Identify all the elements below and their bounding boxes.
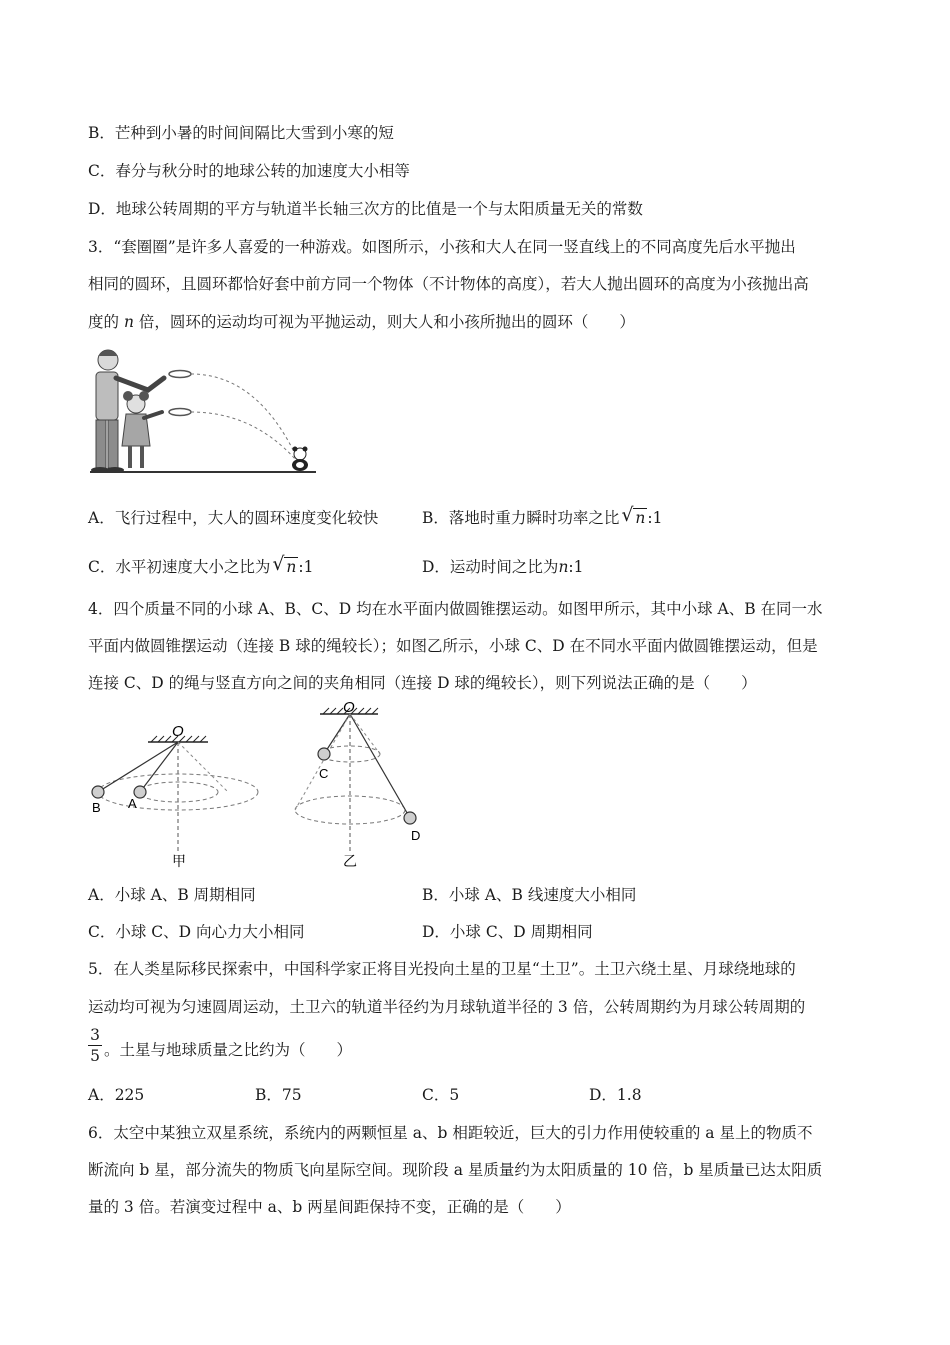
q3-option-d: D．运动时间之比为n:1 bbox=[422, 558, 584, 576]
ball-b-label: B bbox=[92, 800, 101, 815]
figure-jia bbox=[92, 723, 258, 869]
figure-jia-caption: 甲 bbox=[172, 853, 186, 869]
q4-stem-line3: 连接 C、D 的绳与竖直方向之间的夹角相同（连接 D 球的绳较长），则下列说法正确的是（ ） bbox=[88, 674, 757, 692]
q2-option-b: B．芒种到小暑的时间间隔比大雪到小寒的短 bbox=[88, 124, 394, 142]
pivot-label-o: O bbox=[172, 723, 184, 740]
q5-stem-line3: 。土星与地球质量之比约为（ ） bbox=[104, 1041, 353, 1059]
q3-stem-line2: 相同的圆环，且圆环都恰好套中前方同一个物体（不计物体的高度），若大人抛出圆环的高度为小孩抛出高 bbox=[88, 275, 809, 293]
conical-pendulum-figure bbox=[88, 702, 438, 872]
q5-option-b: B．75 bbox=[255, 1086, 302, 1104]
q4-option-b: B．小球 A、B 线速度大小相同 bbox=[422, 886, 637, 904]
q3-option-a: A．飞行过程中，大人的圆环速度变化较快 bbox=[88, 509, 379, 527]
q4-option-a: A．小球 A、B 周期相同 bbox=[88, 886, 256, 904]
q6-stem-line2: 断流向 b 星，部分流失的物质飞向星际空间。现阶段 a 星质量约为太阳质量的 10 倍，b 星质量已达太阳质 bbox=[88, 1161, 823, 1179]
q4-stem-line2: 平面内做圆锥摆运动（连接 B 球的绳较长）；如图乙所示，小球 C、D 在不同水平面内做圆锥摆运动，但是 bbox=[88, 637, 818, 655]
q5-option-a: A．225 bbox=[88, 1086, 145, 1104]
ball-d-label: D bbox=[411, 828, 421, 843]
q5-stem-line2: 运动均可视为匀速圆周运动，土卫六的轨道半径约为月球轨道半径的 3 倍，公转周期约为月球公转周期的 bbox=[88, 998, 806, 1016]
q6-stem-line1: 6．太空中某独立双星系统，系统内的两颗恒星 a、b 相距较近，巨大的引力作用使较重的 a 星上的物质不 bbox=[88, 1124, 813, 1142]
q4-stem-line1: 4．四个质量不同的小球 A、B、C、D 均在水平面内做圆锥摆运动。如图甲所示，其中小球 A、B 在同一水 bbox=[88, 600, 823, 618]
q5-stem-line1: 5．在人类星际移民探索中，中国科学家正将目光投向土星的卫星“土卫”。土卫六绕土星、月球绕地球的 bbox=[88, 960, 796, 978]
q3-option-c: C．水平初速度大小之比为 √ n :1 bbox=[88, 553, 314, 576]
figure-yi bbox=[295, 702, 420, 869]
q5-option-c: C．5 bbox=[422, 1086, 460, 1104]
figure-yi-caption: 乙 bbox=[343, 853, 357, 869]
q5-fraction: $\frac{3}{5}$ bbox=[88, 1025, 102, 1066]
q4-option-c: C．小球 C、D 向心力大小相同 bbox=[88, 923, 305, 941]
q3-stem-line1: 3．“套圈圈”是许多人喜爱的一种游戏。如图所示，小孩和大人在同一竖直线上的不同高度先后水平抛出 bbox=[88, 238, 796, 256]
q2-option-c: C．春分与秋分时的地球公转的加速度大小相等 bbox=[88, 162, 410, 180]
q3-option-b: B．落地时重力瞬时功率之比 √ n :1 bbox=[422, 504, 663, 527]
pivot-label-o-2: O bbox=[343, 702, 355, 716]
ring-toss-figure bbox=[88, 342, 320, 482]
q6-stem-line3: 量的 3 倍。若演变过程中 a、b 两星间距保持不变，正确的是（ ） bbox=[88, 1198, 571, 1216]
q3-stem-line3: 度的 n 倍，圆环的运动均可视为平抛运动，则大人和小孩所抛出的圆环（ ） bbox=[88, 313, 635, 331]
q4-option-d: D．小球 C、D 周期相同 bbox=[422, 923, 593, 941]
ball-c-label: C bbox=[319, 766, 329, 781]
q2-option-d: D．地球公转周期的平方与轨道半长轴三次方的比值是一个与太阳质量无关的常数 bbox=[88, 200, 643, 218]
ball-a-label: A bbox=[128, 796, 137, 811]
q5-option-d: D．1.8 bbox=[589, 1086, 642, 1104]
